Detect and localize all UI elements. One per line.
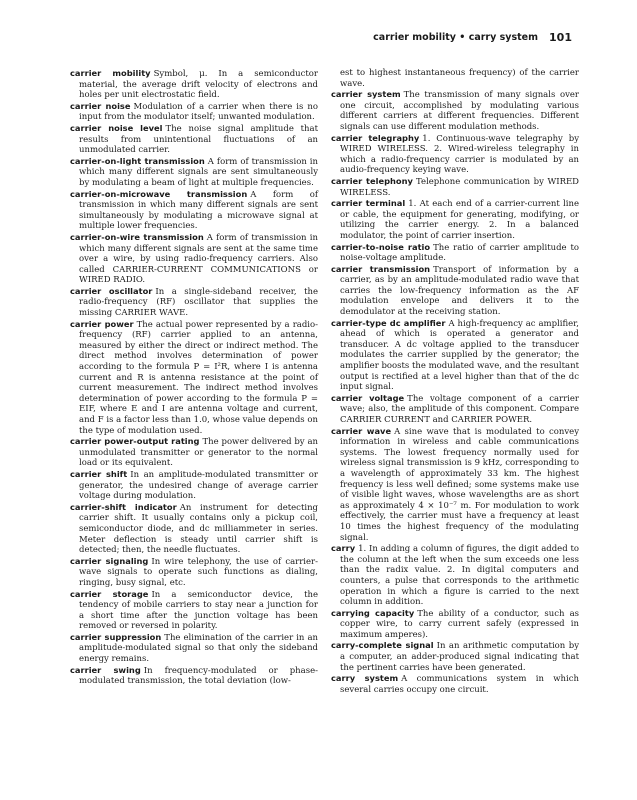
dictionary-entry [331, 640, 579, 673]
right-column [331, 68, 579, 695]
dictionary-entry [331, 393, 579, 426]
entry-term: carrier oscillator [70, 285, 153, 296]
entry-term: carrying capacity [331, 607, 415, 618]
entry-definition: The voltage component of a carrier wave; also, the amplitude of this component. Compare CARRIER CURRENT and CARRIER POWER. [340, 393, 579, 425]
entry-term: carrier noise level [70, 122, 163, 133]
entry-definition: A sine wave that is modulated to convey information in wireless and cable communications systems. The lowest frequency normally used for wireless signal transmission is 9 kHz, corresponding to a wavelength of approximately 33 km. The highest frequency is less well defined; some systems make use of visible light waves, whose wavelengths are as short as approximately 4 × 10⁻⁷ m. For modulation to work effectively, the carrier must have a frequency at least 10 times the highest frequency of the modulating signal. [340, 426, 579, 543]
entry-definition: Symbol, μ. In a semiconductor material, the average drift velocity of electrons and holes per unit electrostatic field. [79, 69, 318, 101]
entry-definition: In an amplitude-modulated transmitter or generator, the undesired change of average carrier voltage during modulation. [79, 469, 318, 502]
entry-term: carry-complete signal [331, 640, 434, 651]
entry-term: carrier-type dc amplifier [331, 317, 446, 328]
entry-definition: 1. At each end of a carrier-current line or cable, the equipment for generating, modifying, or utilizing the carrier energy. 2. In a balanced modulator, the point of carrier insertion. [340, 199, 579, 241]
dictionary-entry [331, 198, 579, 241]
entry-definition: A form of transmission in which many different signals are sent simultaneously by modulating a microwave signal at multiple lower frequencies. [79, 189, 318, 232]
entry-term: carrier power-output rating [70, 436, 200, 447]
entry-definition: The actual power represented by a radio-frequency (RF) carrier applied to an antenna, measured by either the direct or indirect method. The direct method involves determination of power according to the formula P = I²R, where I is antenna current and R is antenna resistance at the point of current measurement. The indirect method involves determination of power according to the formula P = EIF, where E and I are antenna voltage and current, and F is a factor less than 1.0, whose value depends on the type of modulation used. [79, 319, 318, 436]
entry-term: carry [331, 543, 356, 554]
entry-term: carrier telephony [331, 175, 413, 186]
entry-definition: An instrument for detecting carrier shift. It usually contains only a pickup coil, semiconductor diode, and dc milliammeter in series. Meter deflection is steady until carrier shift is detected; then, the needle fluctuates. [79, 502, 318, 556]
entry-term: carrier telegraphy [331, 132, 420, 143]
entry-term: carrier system [331, 89, 401, 100]
entry-definition: Telephone communication by WIRED WIRELESS. [340, 176, 579, 198]
entry-term: carrier-on-wire transmission [70, 231, 204, 242]
entry-term: carry system [331, 673, 399, 684]
dictionary-entry [331, 426, 579, 544]
entry-term: carrier-to-noise ratio [331, 241, 431, 252]
entry-term: carrier-on-microwave transmission [70, 188, 248, 199]
entry-term: carrier signaling [70, 555, 149, 566]
entry-definition: The noise signal amplitude that results from unintentional fluctuations of an unmodulated carrier. [79, 123, 318, 156]
dictionary-entry [70, 632, 318, 665]
left-column [70, 68, 318, 687]
entry-definition: In frequency-modulated or phase-modulated transmission, the total deviation (low- [79, 665, 318, 687]
entry-definition: A high-frequency ac amplifier, ahead of which is operated a generator and transducer. A dc voltage applied to the transducer modulates the carrier supplied by the generator; the amplifier boosts the modulated wave, and the resultant output is rectified at a level higher than that of the dc input signal. [340, 318, 579, 393]
dictionary-entry [70, 101, 318, 123]
dictionary-entry [70, 319, 318, 437]
dictionary-entry [331, 318, 579, 393]
running-title: carrier mobility • carry system [373, 32, 538, 43]
dictionary-entry [70, 469, 318, 502]
entry-definition: Transport of information by a carrier, as by an amplitude-modulated radio wave that carries the low-frequency information as the AF modulation envelope and delivers it to the demodulator at the receiving station. [340, 264, 579, 318]
dictionary-entry [70, 68, 318, 101]
dictionary-entry [70, 232, 318, 286]
running-header [70, 32, 572, 46]
page-number: 101 [549, 31, 572, 44]
entry-definition: est to highest instantaneous frequency) of the carrier wave. [340, 68, 579, 89]
entry-definition: Modulation of a carrier when there is no input from the modulator itself; unwanted modulation. [79, 101, 318, 123]
entry-term: carrier-on-light transmission [70, 155, 205, 166]
entry-term: carrier-shift indicator [70, 501, 177, 512]
dictionary-entry [331, 68, 579, 89]
entry-definition: In a single-sideband receiver, the radio-frequency (RF) oscillator that supplies the missing CARRIER WAVE. [79, 286, 318, 319]
entry-definition: In wire telephony, the use of carrier-wave signals to operate such functions as dialing, ringing, busy signal, etc. [79, 556, 318, 588]
entry-definition: In an arithmetic computation by a computer, an adder-produced signal indicating that the pertinent carries have been generated. [340, 641, 580, 673]
entry-definition: In a semiconductor device, the tendency of mobile carriers to stay near a junction for a short time after the junction voltage has been removed or reversed in polarity. [79, 589, 318, 632]
entry-term: carrier swing [70, 664, 141, 675]
entry-term: carrier shift [70, 468, 128, 479]
dictionary-entry [331, 543, 579, 608]
entry-definition: The ratio of carrier amplitude to noise-voltage amplitude. [340, 242, 580, 264]
dictionary-entry [331, 176, 579, 198]
entry-term: carrier terminal [331, 198, 406, 209]
dictionary-entry [70, 286, 318, 319]
entry-definition: The elimination of the carrier in an amplitude-modulated signal so that only the sideband energy remains. [79, 632, 318, 665]
dictionary-entry [70, 665, 318, 687]
dictionary-entry [70, 556, 318, 589]
entry-term: carrier transmission [331, 263, 431, 274]
dictionary-entry [70, 436, 318, 469]
dictionary-entry [331, 89, 579, 132]
entry-definition: 1. Continuous-wave telegraphy by WIRED WIRELESS. 2. Wired-wireless telegraphy in which a radio-frequency carrier is modulated by an audio-frequency keying wave. [340, 133, 579, 176]
entry-term: carrier suppression [70, 631, 162, 642]
dictionary-entry [331, 673, 579, 695]
entry-definition: The ability of a conductor, such as copper wire, to carry current safely (expressed in maximum amperes). [340, 608, 579, 640]
dictionary-entry [331, 264, 579, 318]
entry-term: carrier power [70, 318, 134, 329]
entry-definition: A communications system in which several carries occupy one circuit. [340, 674, 579, 695]
dictionary-entry [331, 133, 579, 176]
entry-definition: The transmission of many signals over one circuit, accomplished by modulating various different carriers at different frequencies. Different signals can use different modulation methods. [340, 90, 579, 132]
entry-definition: The power delivered by an unmodulated transmitter or generator to the normal load or its equivalent. [79, 437, 318, 469]
entry-definition: 1. In adding a column of figures, the digit added to the column at the left when the sum exceeds one less than the radix value. 2. In digital computers and counters, a pulse that corresponds to the arithmetic operation in which a figure is carried to the next column in addition. [340, 544, 579, 608]
dictionary-entry [70, 589, 318, 632]
dictionary-entry [331, 242, 579, 264]
entry-term: carrier storage [70, 588, 149, 599]
entry-term: carrier voltage [331, 392, 405, 403]
dictionary-entry [70, 123, 318, 156]
dictionary-entry [70, 189, 318, 232]
entry-definition: A form of transmission in which many different signals are sent at the same time over a wire, by using radio-frequency carriers. Also called CARRIER-CURRENT COMMUNICATIONS or WIRED RADIO. [79, 232, 318, 286]
dictionary-entry [331, 608, 579, 641]
dictionary-entry [70, 156, 318, 189]
dictionary-entry [70, 502, 318, 556]
entry-term: carrier wave [331, 425, 392, 436]
entry-term: carrier noise [70, 100, 131, 111]
entry-definition: A form of transmission in which many different signals are sent simultaneously by modulating a beam of light at multiple frequencies. [79, 156, 318, 188]
entry-term: carrier mobility [70, 68, 151, 78]
